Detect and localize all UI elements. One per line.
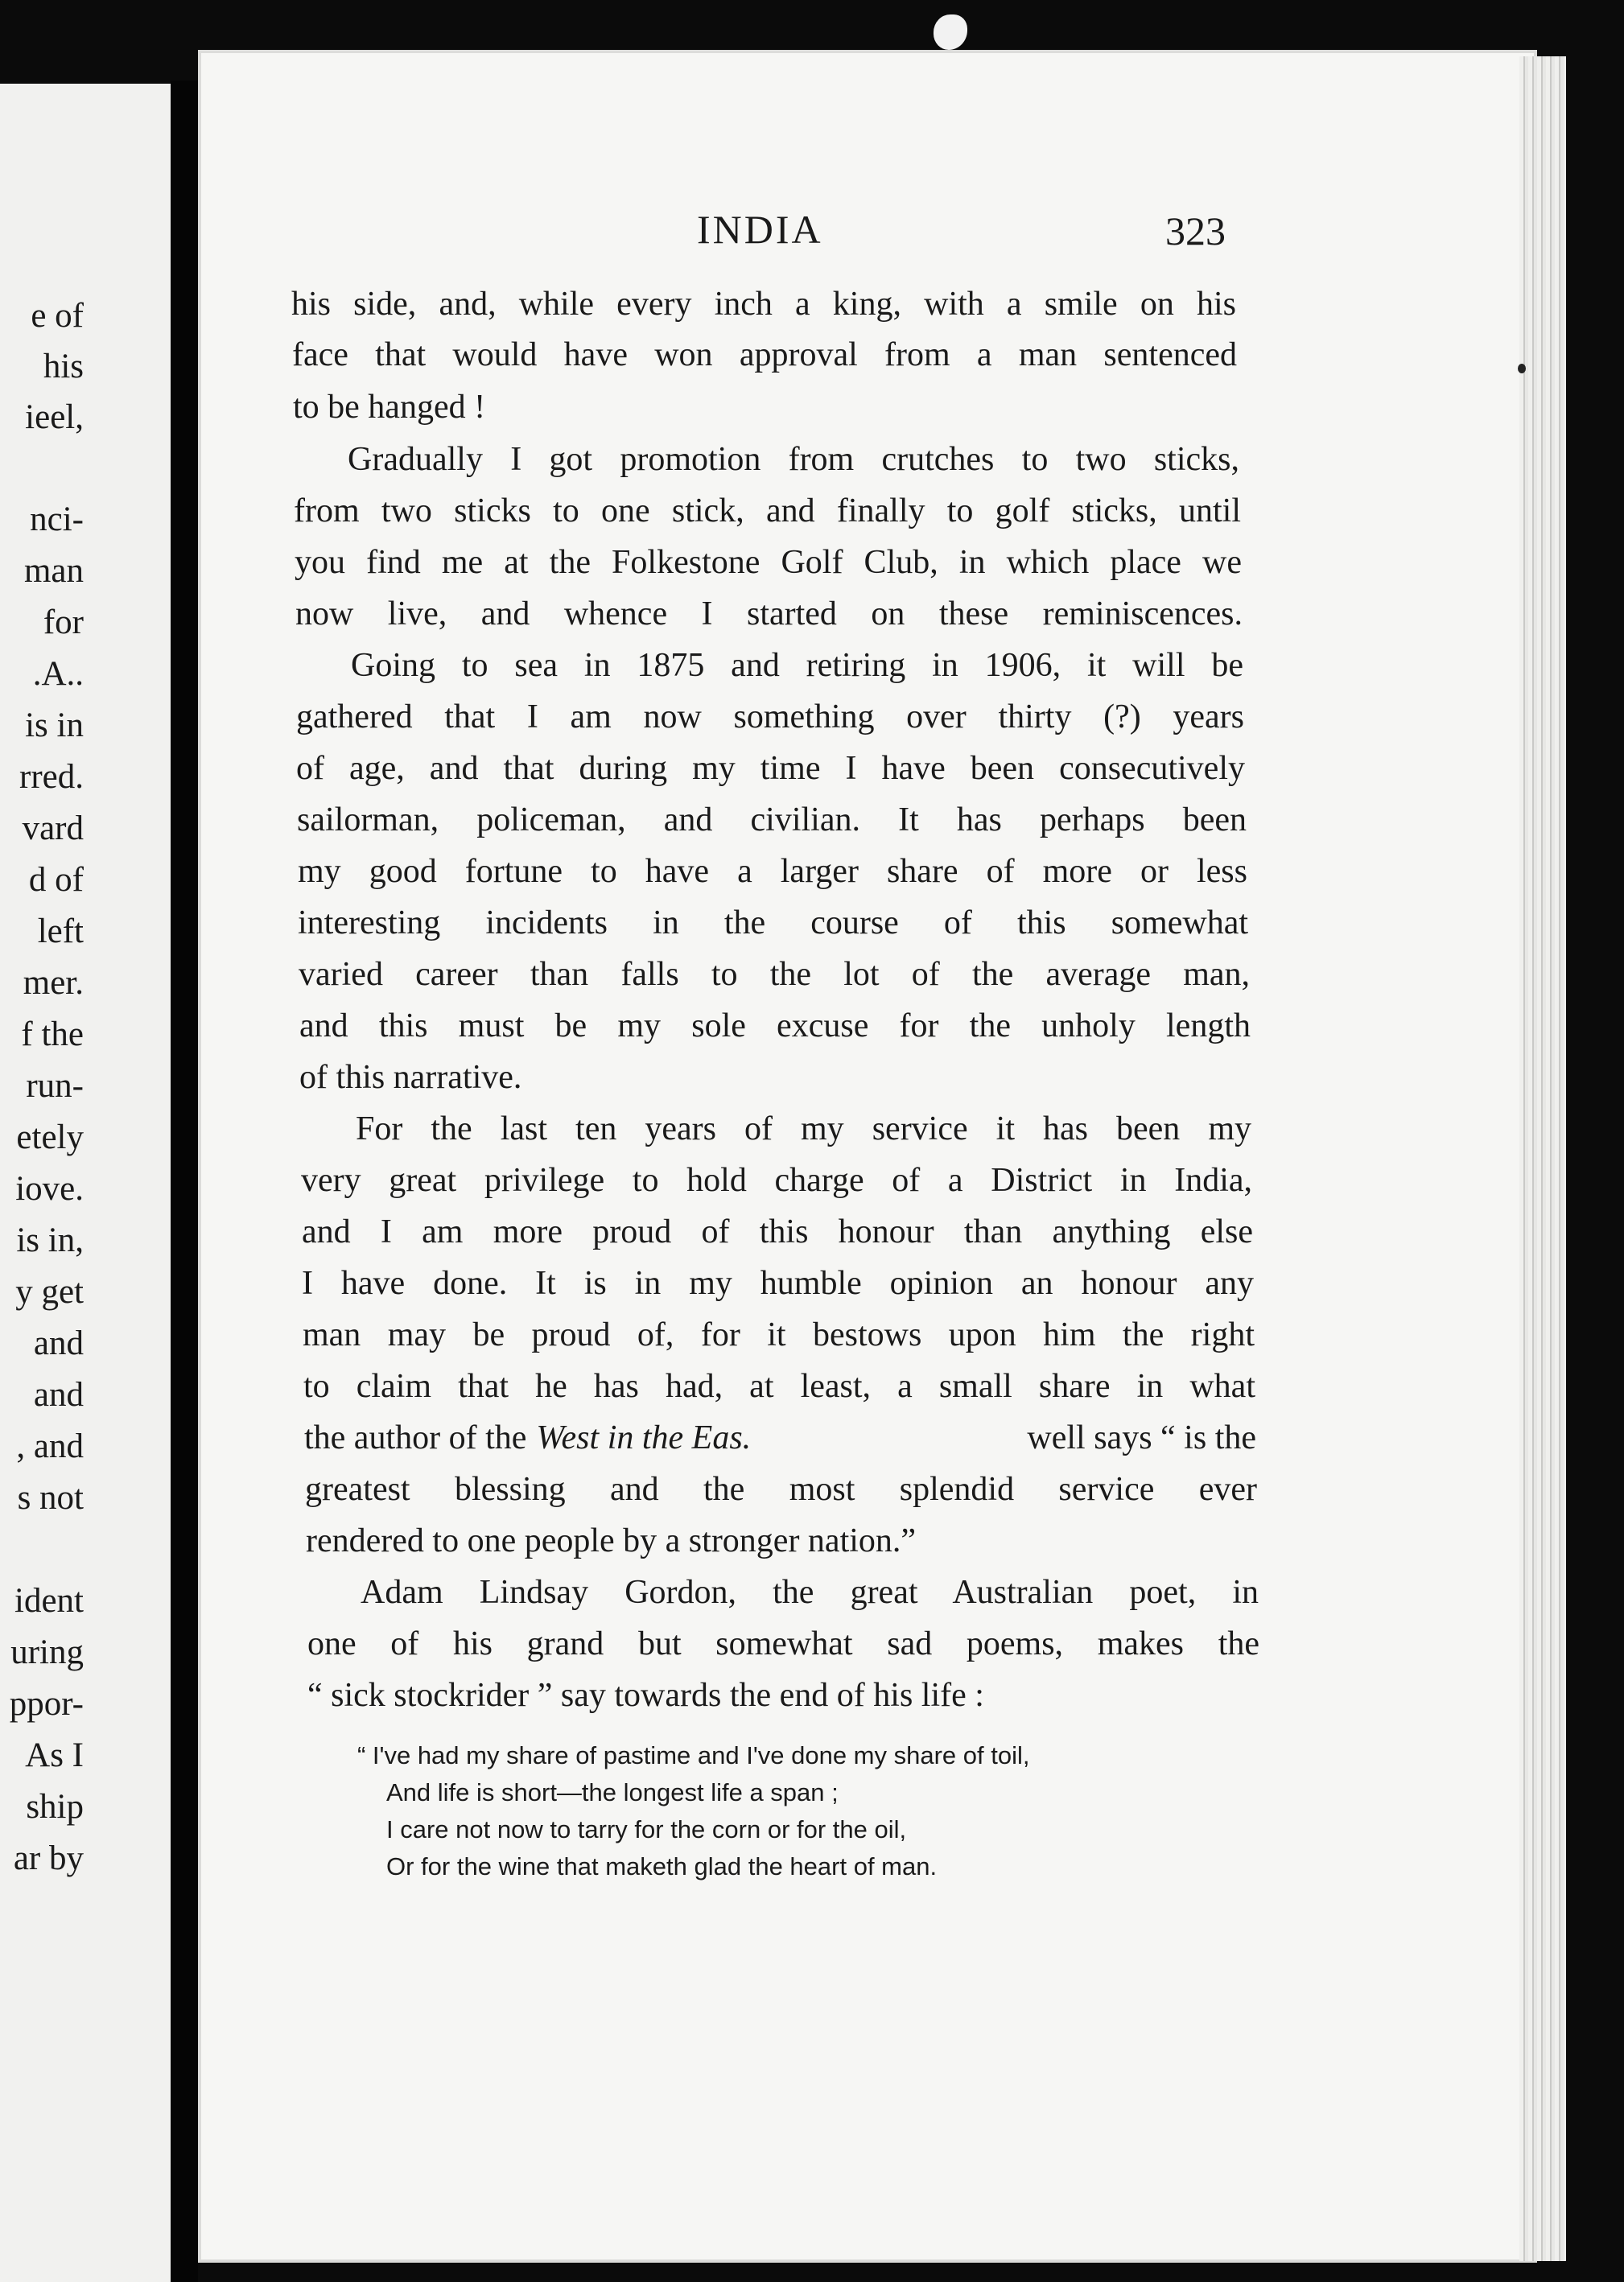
text-line: now live, and whence I started on these reminiscences. bbox=[295, 595, 1243, 632]
facing-page-fragment: for bbox=[43, 603, 84, 641]
page-number: 323 bbox=[1165, 208, 1226, 253]
page-edge bbox=[1519, 56, 1566, 2261]
facing-page-fragment: mer. bbox=[23, 964, 84, 1002]
text-line: one of his grand but somewhat sad poems, makes the bbox=[307, 1625, 1259, 1662]
book-gutter bbox=[171, 80, 198, 2282]
facing-page-fragment: ship bbox=[26, 1788, 84, 1826]
text-line: from two sticks to one stick, and finally to golf sticks, until bbox=[294, 492, 1241, 529]
text-line: “ sick stockrider ” say towards the end of his life : bbox=[307, 1677, 984, 1714]
facing-page-fragment: vard bbox=[22, 809, 84, 847]
facing-page-fragment: is in, bbox=[16, 1221, 84, 1259]
text-line: and this must be my sole excuse for the unholy length bbox=[299, 1007, 1251, 1044]
verse-line: And life is short—the longest life a span ; bbox=[386, 1778, 839, 1806]
text-line: his side, and, while every inch a king, with a smile on his bbox=[291, 286, 1236, 323]
text-line: of age, and that during my time I have been consecutively bbox=[296, 750, 1245, 787]
facing-page-fragment: nci- bbox=[30, 500, 84, 538]
text-line-start: the author of the bbox=[304, 1419, 527, 1456]
text-line: very great privilege to hold charge of a District in India, bbox=[301, 1162, 1252, 1199]
text-line: man may be proud of, for it bestows upon him the right bbox=[303, 1316, 1255, 1353]
facing-page-fragment: left bbox=[37, 912, 84, 950]
text-line: you find me at the Folkestone Golf Club, in which place we bbox=[295, 544, 1242, 581]
facing-page-fragment: etely bbox=[16, 1118, 84, 1156]
text-line: face that would have won approval from a man sentenced bbox=[292, 336, 1237, 373]
facing-page-fragment: ppor- bbox=[9, 1685, 84, 1723]
facing-page-fragment: .A.. bbox=[32, 655, 84, 693]
text-line: of this narrative. bbox=[299, 1059, 522, 1096]
text-line: rendered to one people by a stronger nation.” bbox=[306, 1522, 917, 1559]
facing-page-fragment: rred. bbox=[19, 758, 84, 796]
text-line: For the last ten years of my service it has been my bbox=[356, 1110, 1251, 1147]
facing-page-fragment: As I bbox=[25, 1736, 84, 1774]
text-line: varied career than falls to the lot of the average man, bbox=[299, 956, 1250, 993]
text-line: to be hanged ! bbox=[293, 389, 486, 426]
facing-page-fragment: is in bbox=[25, 706, 84, 744]
book-title: West in the Eas. bbox=[536, 1419, 752, 1456]
text-line: Gradually I got promotion from crutches to two sticks, bbox=[348, 441, 1239, 478]
verse-line: “ I've had my share of pastime and I've done my share of toil, bbox=[357, 1741, 1030, 1769]
text-line: interesting incidents in the course of this somewhat bbox=[298, 904, 1248, 941]
facing-page-fragment: iove. bbox=[15, 1170, 84, 1208]
book-page bbox=[198, 50, 1537, 2263]
text-line-part bbox=[304, 1421, 751, 1455]
text-line: sailorman, policeman, and civilian. It has perhaps been bbox=[297, 801, 1247, 838]
facing-page-fragment: man bbox=[23, 552, 84, 590]
facing-page-fragment: his bbox=[43, 348, 84, 385]
facing-page-fragment: f the bbox=[21, 1015, 84, 1053]
text-line: I have done. It is in my humble opinion an honour any bbox=[302, 1265, 1254, 1302]
text-line: gathered that I am now something over thirty (?) years bbox=[296, 698, 1244, 735]
facing-page-fragment: d of bbox=[28, 861, 84, 899]
facing-page-fragment: s not bbox=[17, 1479, 84, 1517]
facing-page-fragment: ar by bbox=[13, 1839, 84, 1877]
facing-page-fragment: run- bbox=[26, 1067, 84, 1105]
facing-page-fragment: y get bbox=[15, 1273, 84, 1311]
facing-page-fragment: uring bbox=[10, 1633, 84, 1671]
facing-page-fragment: , and bbox=[16, 1427, 84, 1465]
facing-page-fragment: and bbox=[33, 1376, 84, 1414]
text-line: Going to sea in 1875 and retiring in 1906, it will be bbox=[351, 647, 1243, 684]
verse-line: I care not now to tarry for the corn or for the oil, bbox=[386, 1815, 907, 1843]
text-line: Adam Lindsay Gordon, the great Australian poet, in bbox=[361, 1574, 1259, 1611]
facing-page bbox=[0, 84, 171, 2282]
facing-page-fragment: and bbox=[33, 1324, 84, 1362]
verse-line: Or for the wine that maketh glad the heart of man. bbox=[386, 1852, 938, 1880]
running-head: INDIA bbox=[697, 207, 823, 252]
text-line bbox=[304, 1421, 1256, 1455]
facing-page-fragment: e of bbox=[31, 297, 84, 335]
facing-page-fragment: ieel, bbox=[25, 398, 84, 436]
facing-page-fragment: ident bbox=[14, 1582, 84, 1620]
text-line: and I am more proud of this honour than anything else bbox=[302, 1213, 1253, 1250]
text-line: my good fortune to have a larger share of more or less bbox=[298, 853, 1247, 890]
text-line: greatest blessing and the most splendid service ever bbox=[305, 1471, 1257, 1508]
text-line: to claim that he has had, at least, a small share in what bbox=[303, 1368, 1255, 1405]
scan-artifact bbox=[1518, 364, 1526, 373]
scan-artifact bbox=[934, 14, 967, 50]
text-line-end: well says “ is the bbox=[1027, 1419, 1256, 1456]
